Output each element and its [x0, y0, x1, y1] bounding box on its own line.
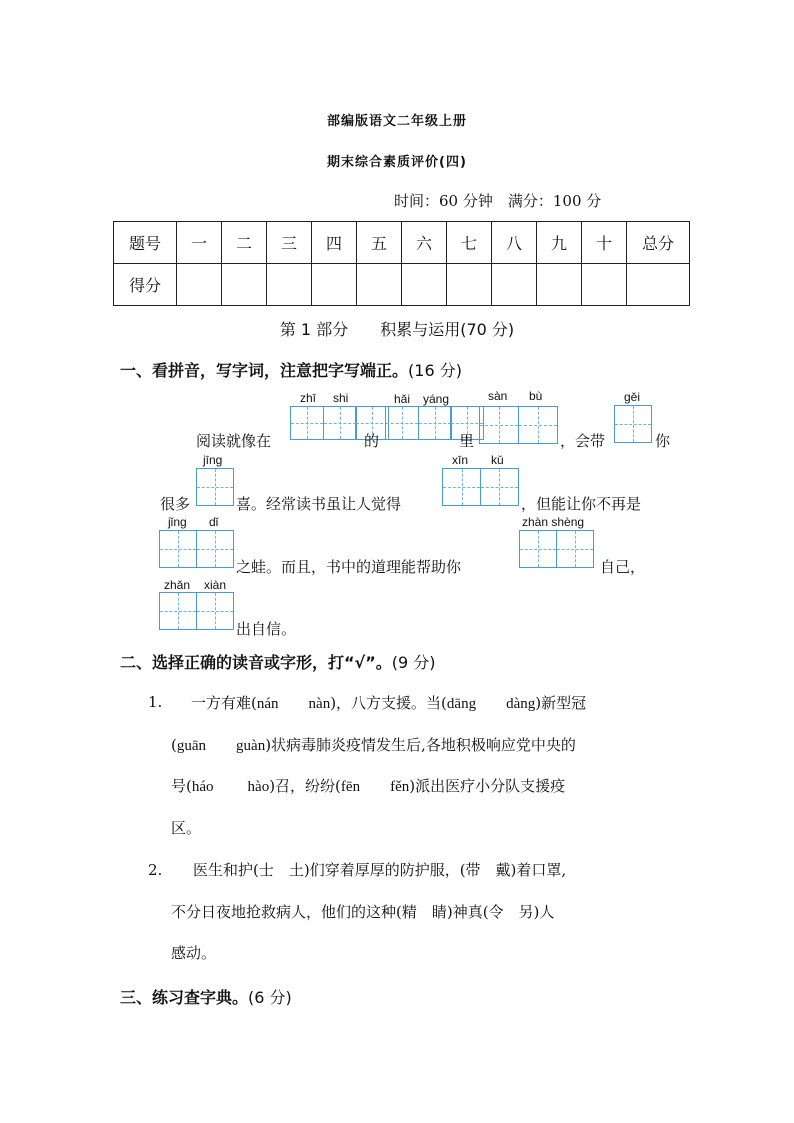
- question-1-line: [171, 734, 576, 755]
- score-input-cell[interactable]: [177, 264, 222, 306]
- score-input-cell[interactable]: [267, 264, 312, 306]
- score-input-cell[interactable]: [357, 264, 402, 306]
- score-input-cell[interactable]: [492, 264, 537, 306]
- section-2-heading: [120, 650, 435, 673]
- score-input-cell[interactable]: [222, 264, 267, 306]
- pinyin: zhǎn: [164, 578, 191, 592]
- section-1-heading: [120, 358, 462, 381]
- passage-text: 之蛙。而且，书中的道理能帮助你: [236, 558, 462, 576]
- pinyin: dǐ: [209, 515, 219, 529]
- table-row: [114, 264, 690, 306]
- pinyin: gěi: [624, 390, 641, 404]
- section-3-heading: [120, 985, 292, 1008]
- pinyin: jǐng: [168, 515, 187, 529]
- table-cell: 得分: [114, 264, 177, 306]
- option[interactable]: fēn: [340, 779, 361, 795]
- passage-text: 喜。经常读书虽让人觉得: [236, 495, 402, 513]
- table-cell: 八: [492, 222, 537, 264]
- doc-subtitle: 期末综合素质评价(四): [327, 155, 467, 170]
- question-1-line: [171, 775, 565, 796]
- option[interactable]: nán: [256, 696, 279, 712]
- score-input-cell[interactable]: [312, 264, 357, 306]
- table-cell: 三: [267, 222, 312, 264]
- passage-text: 你: [655, 432, 671, 450]
- writing-grid[interactable]: [159, 592, 232, 630]
- time-score-info: 时间：60 分钟 满分：100 分: [394, 192, 602, 210]
- pinyin: kǔ: [491, 453, 504, 467]
- table-cell: 一: [177, 222, 222, 264]
- pinyin: xīn: [452, 453, 469, 467]
- table-cell: 四: [312, 222, 357, 264]
- pinyin: shi: [333, 391, 349, 405]
- question-text: 一方有难(: [191, 694, 257, 712]
- question-text: 不分日夜地抢救病人，他们的这种(精 睛)神真(令 另)人: [171, 903, 555, 921]
- option[interactable]: dāng: [446, 696, 477, 712]
- writing-grid[interactable]: [442, 468, 517, 506]
- question-number: 2.: [148, 861, 163, 879]
- passage-text: 里: [459, 432, 475, 450]
- score-input-cell[interactable]: [582, 264, 627, 306]
- section-points: (6 分): [248, 988, 292, 1007]
- score-input-cell[interactable]: [447, 264, 492, 306]
- question-number: 1.: [148, 693, 163, 711]
- pinyin: zhī: [300, 391, 317, 405]
- passage-text: 的: [364, 432, 380, 450]
- question-text: (: [171, 736, 177, 754]
- passage-text: 阅读就像在: [196, 432, 272, 450]
- writing-grid[interactable]: [479, 406, 556, 444]
- question-text: 区。: [171, 819, 202, 837]
- question-text: )状病毒肺炎疫情发生后,各地积极响应党中央的: [265, 736, 576, 754]
- passage-text: 自己，: [600, 558, 646, 576]
- table-cell: 二: [222, 222, 267, 264]
- option[interactable]: háo: [191, 779, 214, 795]
- writing-grid[interactable]: [519, 530, 592, 568]
- table-cell: 题号: [114, 222, 177, 264]
- question-text: 感动。: [171, 944, 217, 962]
- pinyin: xiàn: [204, 578, 227, 592]
- question-text: )新型冠: [535, 694, 587, 712]
- section-points: (9 分): [391, 653, 436, 672]
- passage-text: 出自信。: [236, 620, 297, 638]
- passage-text: ，会带: [560, 432, 606, 450]
- option[interactable]: guān: [176, 738, 207, 754]
- option[interactable]: guàn: [236, 738, 266, 754]
- option[interactable]: fěn: [390, 779, 410, 795]
- section-points: (16 分): [408, 361, 462, 380]
- question-text: )召，纷纷(: [269, 777, 341, 795]
- pinyin: sàn: [488, 389, 508, 403]
- writing-grid[interactable]: [159, 530, 232, 568]
- writing-grid[interactable]: [196, 468, 233, 506]
- table-cell: 七: [447, 222, 492, 264]
- question-1-line: [191, 692, 586, 713]
- question-text: 号(: [171, 777, 192, 795]
- pinyin: yáng: [423, 392, 450, 406]
- table-cell: 六: [402, 222, 447, 264]
- pinyin: bù: [529, 389, 543, 403]
- part-title: 第 1 部分 积累与运用(70 分): [279, 320, 515, 339]
- pinyin: hǎi: [394, 392, 411, 406]
- table-cell: 总分: [627, 222, 690, 264]
- pinyin: zhàn shèng: [522, 515, 585, 529]
- table-cell: 十: [582, 222, 627, 264]
- table-cell: 五: [357, 222, 402, 264]
- score-input-cell[interactable]: [627, 264, 690, 306]
- passage-text: 很多: [160, 495, 191, 513]
- option[interactable]: dàng: [506, 696, 536, 712]
- question-text: )派出医疗小分队支援疫: [409, 777, 566, 795]
- passage-text: ，但能让你不再是: [521, 495, 642, 513]
- doc-title: 部编版语文二年级上册: [326, 114, 467, 129]
- question-text: 医生和护(士 土)们穿着厚厚的防护服，(带 戴)着口罩,: [193, 861, 567, 879]
- pinyin: jīng: [203, 453, 223, 467]
- score-table: [113, 221, 690, 306]
- score-input-cell[interactable]: [402, 264, 447, 306]
- table-row: [114, 222, 690, 264]
- section-title: 一、看拼音，写字词，注意把字写端正。: [120, 361, 409, 380]
- option[interactable]: nàn: [308, 696, 331, 712]
- section-title: 二、选择正确的读音或字形，打“√”。: [120, 653, 392, 672]
- score-input-cell[interactable]: [537, 264, 582, 306]
- option[interactable]: hào: [247, 779, 270, 795]
- section-title: 三、练习查字典。: [120, 988, 249, 1007]
- question-text: )，八方支援。当(: [330, 694, 447, 712]
- writing-grid[interactable]: [614, 405, 651, 443]
- table-cell: 九: [537, 222, 582, 264]
